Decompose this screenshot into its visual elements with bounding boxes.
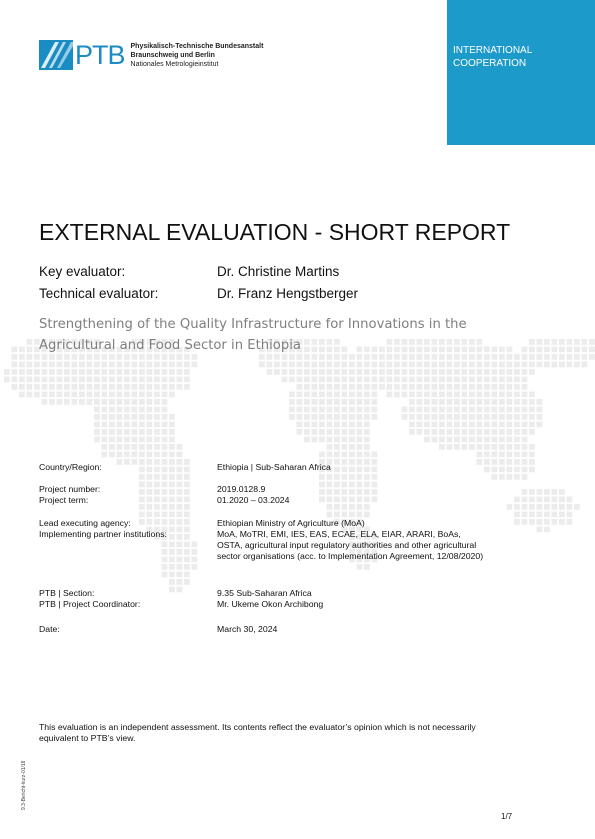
partners-line: sector organisations (acc. to Implementation Agreement, 12/08/2020) — [217, 551, 484, 561]
technical-evaluator-label: Technical evaluator: — [39, 286, 159, 301]
lead-agency-label: Lead executing agency: — [39, 518, 131, 528]
coordinator-value: Mr. Ukeme Okon Archibong — [217, 599, 324, 609]
project-title-line: Strengthening of the Quality Infrastructure for Innovations in the — [39, 317, 467, 332]
date-value: March 30, 2024 — [217, 624, 278, 634]
ptb-emblem-icon — [39, 40, 73, 70]
technical-evaluator-name: Dr. Franz Hengstberger — [217, 286, 359, 301]
partners-line: OSTA, agricultural input regulatory authorities and other agricultural — [217, 540, 477, 550]
report-title: EXTERNAL EVALUATION - SHORT REPORT — [39, 219, 511, 245]
key-evaluator-label: Key evaluator: — [39, 264, 126, 279]
disclaimer-line: equivalent to PTB’s view. — [39, 733, 136, 743]
project-term-label: Project term: — [39, 495, 89, 505]
ptb-logo — [39, 40, 263, 70]
project-title — [39, 314, 519, 356]
page-number: 1/7 — [501, 812, 513, 821]
project-number-value: 2019.0128.9 — [217, 484, 266, 494]
international-cooperation-banner — [447, 0, 595, 145]
institute-line: Nationales Metrologieinstitut — [130, 60, 219, 68]
coordinator-label: PTB | Project Coordinator: — [39, 599, 141, 609]
disclaimer — [39, 722, 559, 744]
disclaimer-line: This evaluation is an independent assessment. Its contents reflect the evaluator’s opinion which is not necessarily — [39, 722, 476, 732]
project-number-label: Project number: — [39, 484, 101, 494]
country-label: Country/Region: — [39, 462, 102, 472]
institute-line: Physikalisch-Technische Bundesanstalt — [130, 42, 264, 50]
partners-label: Implementing partner institutions: — [39, 529, 167, 539]
banner-line: INTERNATIONAL — [453, 45, 533, 56]
project-title-line: Agricultural and Food Sector in Ethiopia — [39, 338, 301, 353]
banner-text — [453, 44, 532, 70]
institute-name — [131, 42, 264, 69]
lead-agency-value: Ethiopian Ministry of Agriculture (MoA) — [217, 518, 365, 528]
logo-wordmark: PTB — [75, 40, 125, 70]
country-value: Ethiopia | Sub-Saharan Africa — [217, 462, 331, 472]
institute-line: Braunschweig und Berlin — [130, 51, 215, 59]
section-label: PTB | Section: — [39, 588, 95, 598]
date-label: Date: — [39, 624, 60, 634]
section-value: 9.35 Sub-Saharan Africa — [217, 588, 312, 598]
partners-line: MoA, MoTRI, EMI, IES, EAS, ECAE, ELA, EIAR, ARARI, BoAs, — [217, 529, 461, 539]
banner-line: COOPERATION — [453, 58, 527, 69]
key-evaluator-name: Dr. Christine Martins — [217, 264, 340, 279]
partners-value — [217, 529, 537, 562]
document-code: 9.3-Bericht-kurz-01/18 — [21, 760, 27, 810]
project-term-value: 01.2020 – 03.2024 — [217, 495, 290, 505]
